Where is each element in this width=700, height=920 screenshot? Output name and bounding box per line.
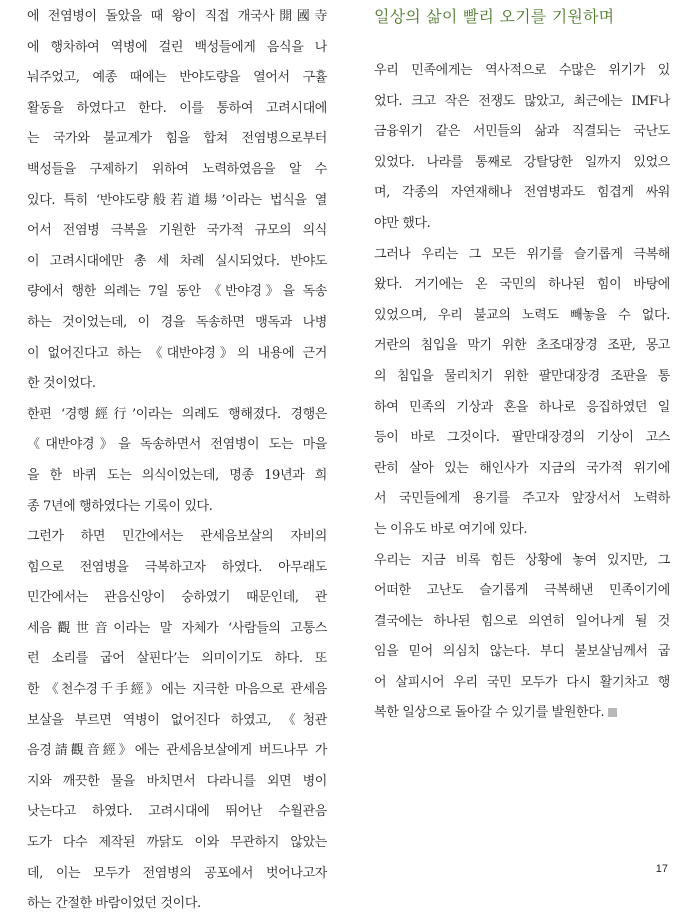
text-line: 우리는 지금 비록 힘든 상황에 놓여 있지만, 그 [374,552,670,568]
section-heading: 일상의 삶이 빨리 오기를 기원하며 [374,7,615,26]
text-line: 등이 바로 그것이다. 팔만대장경의 기상이 고스 [374,430,670,446]
text-line: 백성들을 구제하기 위하여 노력하였음을 알 수 [27,161,327,177]
text-line: 야만 했다. [374,215,431,231]
text-line: 을 한 바퀴 도는 의식이었는데, 명종 19년과 희 [27,467,327,483]
text-line: 어서 전염병 극복을 기원한 국가적 규모의 의식 [27,223,327,239]
right-column-text [374,56,670,729]
text-line: 왔다. 거기에는 온 국민의 하나된 힘이 바탕에 [374,277,670,293]
text-line: 었다. 크고 작은 전쟁도 많았고, 최근에는 IMF나 [374,93,670,109]
text-line: 한 것이었다. [27,376,96,392]
text-line: 활동을 하였다고 한다. 이를 통하여 고려시대에 [27,100,327,116]
text-line: 의 침입을 물리치기 위한 팔만대장경 조판을 통 [374,368,670,384]
text-line: 종 7년에 행하였다는 기록이 있다. [27,498,213,514]
text-line: 한 《천수경千手經》에는 지극한 마음으로 관세음 [27,682,327,698]
text-line: 눠주었고, 예종 때에는 반야도량을 열어서 구휼 [27,70,327,86]
text-line: 며, 각종의 자연재해나 전염병과도 힘겹게 싸워 [374,185,670,201]
text-line: 거란의 침입을 막기 위한 초조대장경 조판, 몽고 [374,338,670,354]
text-line: 이 고려시대에만 총 세 차례 실시되었다. 반야도 [27,253,327,269]
text-line: 런 소리를 굽어 살핀다’는 의미이기도 하다. 또 [27,651,327,667]
text-line: 한편 ‘경행經行’이라는 의례도 행해졌다. 경행은 [27,406,327,422]
text-line: 하여 민족의 기상과 혼을 하나로 응집하였던 일 [374,399,670,415]
text-line: 하는 간절한 바람이었던 것이다. [27,896,201,912]
text-line: 우리 민족에게는 역사적으로 수많은 위기가 있 [374,63,670,78]
text-line: 임을 믿어 의심치 않는다. 부디 불보살님께서 굽 [374,644,670,660]
text-line: 도가 다수 제작된 까닭도 이와 무관하지 않았는 [27,835,327,851]
text-line: 데, 이는 모두가 전염병의 공포에서 벗어나고자 [27,865,327,881]
page-number: 17 [655,863,668,875]
text-line: 보살을 부르면 역병이 없어진다 하였고, 《청관 [27,712,327,728]
text-line: 결국에는 하나된 힘으로 의연히 일어나게 될 것 [374,613,670,629]
text-line: 어떠한 고난도 슬기롭게 극복해낸 민족이기에 [374,583,670,599]
text-line: 그런가 하면 민간에서는 관세음보살의 자비의 [27,529,327,545]
text-line: 이 없어진다고 하는 《대반야경》의 내용에 근거 [27,345,327,361]
text-line: 는 국가와 불교계가 힘을 합쳐 전염병으로부터 [27,131,327,147]
end-mark-icon [608,708,617,717]
text-line: 민간에서는 관음신앙이 숭하였기 때문인데, 관 [27,590,327,606]
text-line: 어 살피시어 우리 국민 모두가 다시 활기차고 행 [374,674,670,690]
text-line: 낫는다고 하였다. 고려시대에 뛰어난 수월관음 [27,804,327,820]
text-line: 하는 것이었는데, 이 경을 독송하면 맹독과 나병 [27,314,327,330]
text-line: 음경請觀音經》에는 관세음보살에게 버드나무 가 [27,743,327,759]
text-line: 《대반야경》을 독송하면서 전염병이 도는 마을 [27,437,327,453]
text-line: 에 전염병이 돌았을 때 왕이 직접 개국사開國寺 [27,9,327,24]
text-line: 지와 깨끗한 물을 바치면서 다라니를 외면 병이 [27,773,327,789]
text-line: 에 행차하여 역병에 걸린 백성들에게 음식을 나 [27,39,327,55]
left-column-text [27,2,327,920]
text-line: 있다. 특히 ‘반야도량般若道場’이라는 법식을 열 [27,192,327,208]
text-line: 란히 살아 있는 해인사가 지금의 국가적 위기에 [374,460,670,476]
text-line: 금융위기 같은 서민들의 삶과 직결되는 국난도 [374,124,670,140]
text-line: 세음觀世音이라는 말 자체가 ‘사람들의 고통스 [27,620,327,636]
text-line: 는 이유도 바로 여기에 있다. [374,521,528,537]
text-line: 있었다. 나라를 통째로 강탈당한 일까지 있었으 [374,154,670,170]
text-line: 서 국민들에게 용기를 주고자 앞장서서 노력하 [374,491,670,507]
text-line: 그러나 우리는 그 모든 위기를 슬기롭게 극복해 [374,246,670,262]
text-line: 복한 일상으로 돌아갈 수 있기를 발원한다. [374,698,670,729]
text-line: 힘으로 전염병을 극복하고자 하였다. 아무래도 [27,559,327,575]
text-line: 량에서 행한 의례는 7일 동안 《반야경》을 독송 [27,284,327,300]
text-line: 있었으며, 우리 불교의 노력도 빼놓을 수 없다. [374,307,670,323]
